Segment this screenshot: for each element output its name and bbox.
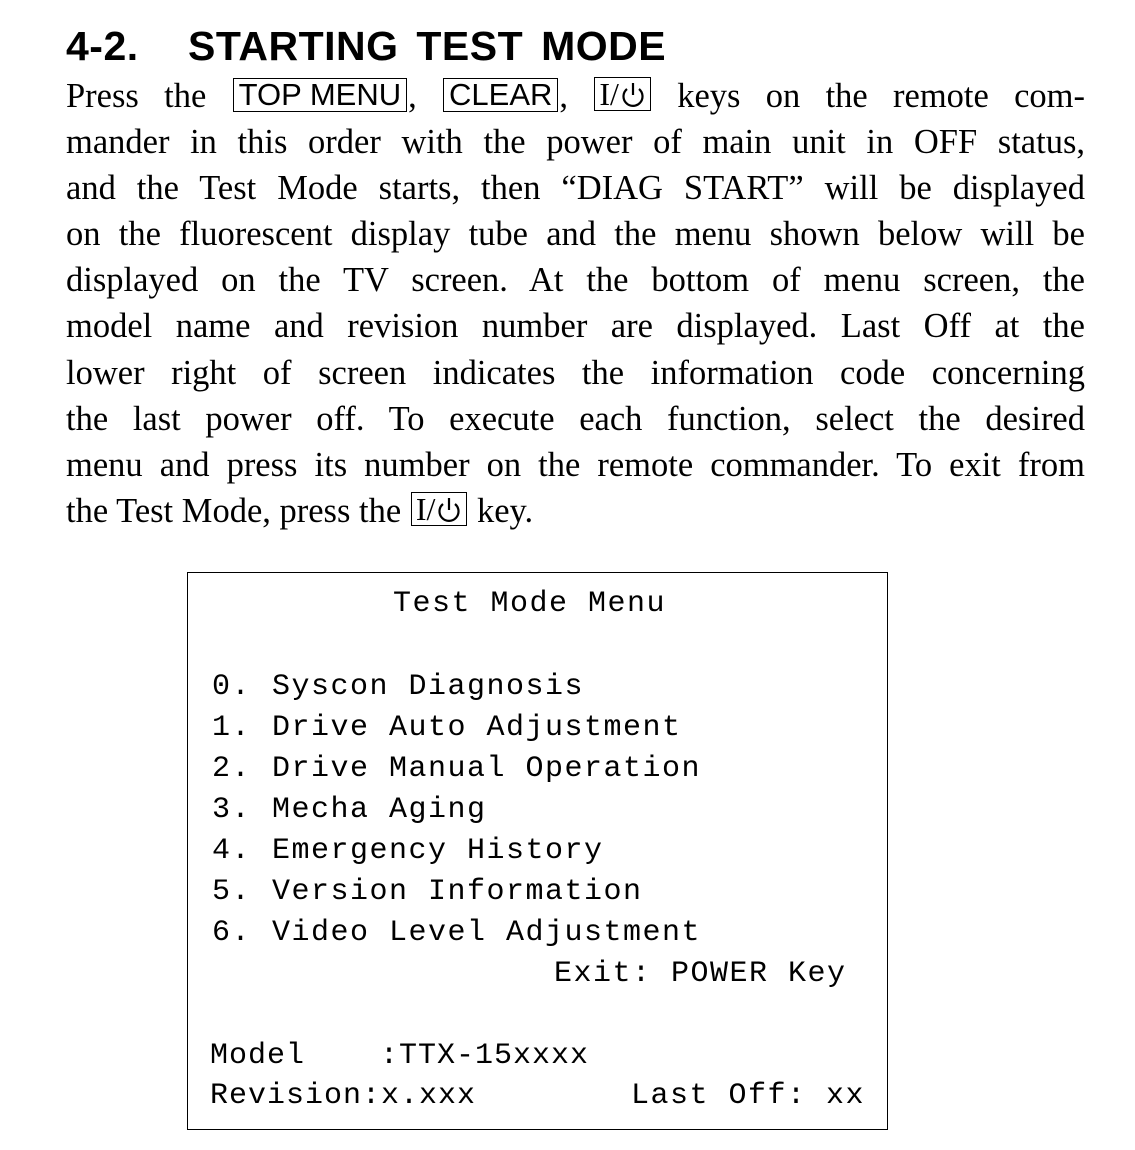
power-key-label: I/ <box>415 490 436 527</box>
model-label: Model <box>210 1039 306 1073</box>
top-menu-key: TOP MENU <box>233 78 408 112</box>
menu-item <box>212 793 487 827</box>
last-off-label: Last Off: <box>630 1079 807 1113</box>
menu-item <box>212 752 701 786</box>
power-key-label: I/ <box>599 76 619 112</box>
model-value: :TTX-15xxxx <box>380 1039 590 1073</box>
power-key <box>594 77 651 111</box>
section-title: STARTING TEST MODE <box>188 23 667 69</box>
text-run: , <box>559 77 569 115</box>
revision-value: :x.xxx <box>362 1079 477 1113</box>
last-off-value: xx <box>825 1079 865 1113</box>
menu-item <box>212 670 584 704</box>
text-run: the Test Mode, press the <box>66 491 402 530</box>
menu-item-label: Emergency History <box>272 834 604 868</box>
exit-hint: Exit: POWER Key <box>554 957 847 991</box>
menu-item-index: 4. <box>212 834 252 868</box>
menu-item-index: 0. <box>212 670 252 704</box>
menu-item-index: 5. <box>212 875 252 909</box>
model-info <box>210 1039 589 1073</box>
revision-label: Revision <box>210 1079 363 1113</box>
paragraph-line <box>66 73 1085 119</box>
power-key <box>411 492 468 526</box>
power-icon <box>436 496 462 524</box>
paragraph-line: on the fluorescent display tube and the menu shown below will be <box>66 215 1085 254</box>
menu-item-index: 6. <box>212 916 252 950</box>
text-run: key. <box>476 491 534 530</box>
menu-item-label: Drive Auto Adjustment <box>272 711 682 745</box>
paragraph-line: and the Test Mode starts, then “DIAG START” will be displayed <box>66 169 1085 208</box>
menu-item <box>212 711 682 745</box>
menu-item-label: Version Information <box>272 875 643 909</box>
power-icon <box>620 81 646 109</box>
menu-title: Test Mode Menu <box>393 587 667 621</box>
paragraph-line: the last power off. To execute each function, select the desired <box>66 399 1085 438</box>
text-run: Press the <box>66 77 207 115</box>
paragraph-line: menu and press its number on the remote commander. To exit from <box>66 445 1085 484</box>
section-heading <box>66 20 666 72</box>
menu-item <box>212 834 604 868</box>
revision-info <box>210 1079 476 1113</box>
menu-item-label: Drive Manual Operation <box>272 752 702 786</box>
text-run: , <box>408 77 417 115</box>
menu-item-index: 3. <box>212 793 252 827</box>
paragraph-line: mander in this order with the power of main unit in OFF status, <box>66 123 1085 162</box>
clear-key: CLEAR <box>443 78 558 112</box>
paragraph-line: displayed on the TV screen. At the bottom of menu screen, the <box>66 261 1085 300</box>
paragraph-line: model name and revision number are displayed. Last Off at the <box>66 307 1085 346</box>
paragraph-line <box>66 488 1085 534</box>
last-off-info <box>631 1079 865 1113</box>
menu-item-label: Video Level Adjustment <box>272 916 702 950</box>
paragraph-line: lower right of screen indicates the information code concerning <box>66 353 1085 392</box>
menu-item-label: Mecha Aging <box>272 793 487 827</box>
menu-item <box>212 875 643 909</box>
menu-item <box>212 916 701 950</box>
section-number: 4-2. <box>66 23 139 69</box>
menu-item-label: Syscon Diagnosis <box>272 670 585 704</box>
menu-item-index: 1. <box>212 711 252 745</box>
test-mode-menu-screen <box>187 572 888 1130</box>
intro-paragraph <box>66 73 1085 534</box>
text-run: keys on the remote com- <box>677 77 1086 115</box>
menu-item-index: 2. <box>212 752 252 786</box>
